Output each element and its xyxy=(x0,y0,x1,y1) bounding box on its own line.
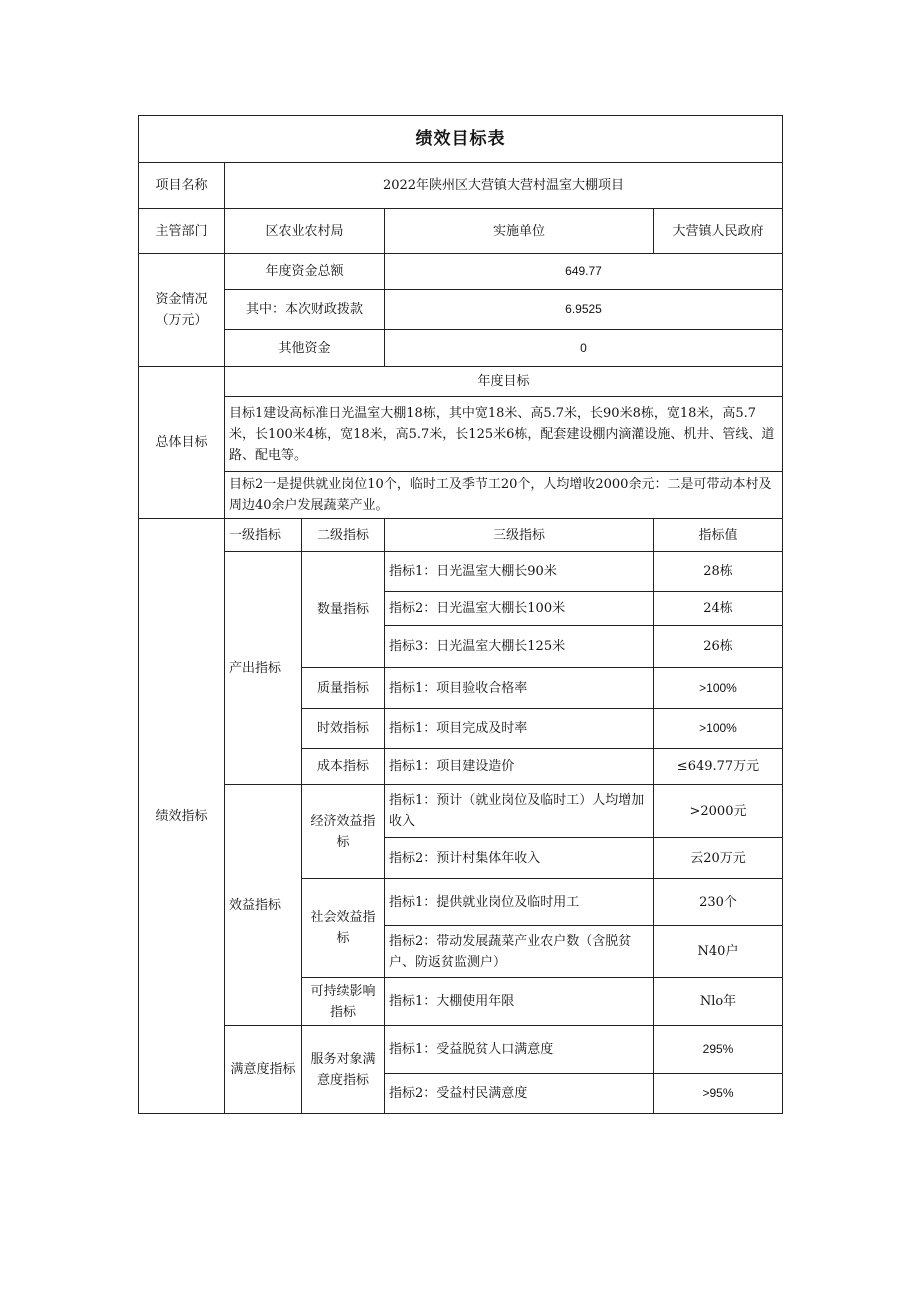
overall-goal-label: 总体目标 xyxy=(139,367,225,519)
satisfaction-value-2: >95% xyxy=(654,1074,783,1114)
quantity-value-1: 28栋 xyxy=(654,552,783,592)
benefit-indicator-label: 效益指标 xyxy=(225,785,302,1026)
header-value: 指标值 xyxy=(654,519,783,552)
quality-indicator-label: 质量指标 xyxy=(302,668,385,709)
funds-fiscal-value: 6.9525 xyxy=(385,290,783,330)
funds-other-value: 0 xyxy=(385,330,783,367)
output-indicator-label: 产出指标 xyxy=(225,552,302,785)
satisfaction-indicator-label: 满意度指标 xyxy=(225,1026,302,1114)
economic-item-1: 指标1：预计（就业岗位及临时工）人均增加收入 xyxy=(385,785,654,838)
timeliness-item: 指标1：项目完成及时率 xyxy=(385,709,654,749)
economic-item-2: 指标2：预计村集体年收入 xyxy=(385,838,654,879)
economic-value-2: 云20万元 xyxy=(654,838,783,879)
social-value-2: N40户 xyxy=(654,926,783,978)
sustain-value: Nlo年 xyxy=(654,978,783,1026)
social-indicator-label: 社会效益指标 xyxy=(302,879,385,978)
timeliness-indicator-label: 时效指标 xyxy=(302,709,385,749)
dept-value: 区农业农村局 xyxy=(225,209,385,254)
table-title: 绩效目标表 xyxy=(139,116,783,163)
dept-label: 主管部门 xyxy=(139,209,225,254)
header-level2: 二级指标 xyxy=(302,519,385,552)
social-item-2: 指标2：带动发展蔬菜产业农户数（含脱贫户、防返贫监测户） xyxy=(385,926,654,978)
sustain-item: 指标1：大棚使用年限 xyxy=(385,978,654,1026)
social-value-1: 230个 xyxy=(654,879,783,926)
cost-indicator-label: 成本指标 xyxy=(302,749,385,785)
satisfaction-value-1: 295% xyxy=(654,1026,783,1074)
header-level3: 三级指标 xyxy=(385,519,654,552)
quantity-item-3: 指标3：日光温室大棚长125米 xyxy=(385,626,654,668)
annual-goal-header: 年度目标 xyxy=(225,367,783,397)
quantity-value-2: 24栋 xyxy=(654,592,783,626)
header-level1: 一级指标 xyxy=(225,519,302,552)
economic-value-1: >2000元 xyxy=(654,785,783,838)
impl-unit-label: 实施单位 xyxy=(385,209,654,254)
impl-unit-value: 大营镇人民政府 xyxy=(654,209,783,254)
sustain-indicator-label: 可持续影响指标 xyxy=(302,978,385,1026)
quantity-value-3: 26栋 xyxy=(654,626,783,668)
goal-2: 目标2一是提供就业岗位10个，临时工及季节工20个，人均增收2000余元：二是可带动本村及周边40余户发展蔬菜产业。 xyxy=(225,472,783,519)
performance-target-sheet xyxy=(138,115,782,1114)
funds-total-label: 年度资金总额 xyxy=(225,254,385,290)
goal-1: 目标1建设高标准日光温室大棚18栋，其中宽18米、高5.7米，长90米8栋，宽18米，高5.7米，长100米4栋，宽18米，高5.7米，长125米6栋，配套建设棚内滴灌设施、机井、管线、道路、配电等。 xyxy=(225,397,783,472)
service-satisfaction-label: 服务对象满意度指标 xyxy=(302,1026,385,1114)
quantity-item-1: 指标1：日光温室大棚长90米 xyxy=(385,552,654,592)
funds-other-label: 其他资金 xyxy=(225,330,385,367)
cost-item: 指标1：项目建设造价 xyxy=(385,749,654,785)
funds-total-value: 649.77 xyxy=(385,254,783,290)
quantity-item-2: 指标2：日光温室大棚长100米 xyxy=(385,592,654,626)
project-name-value: 2022年陕州区大营镇大营村温室大棚项目 xyxy=(225,163,783,209)
satisfaction-item-1: 指标1：受益脱贫人口满意度 xyxy=(385,1026,654,1074)
economic-indicator-label: 经济效益指标 xyxy=(302,785,385,879)
funds-fiscal-label: 其中：本次财政拨款 xyxy=(225,290,385,330)
perf-indicator-label: 绩效指标 xyxy=(139,519,225,1114)
satisfaction-item-2: 指标2：受益村民满意度 xyxy=(385,1074,654,1114)
social-item-1: 指标1：提供就业岗位及临时用工 xyxy=(385,879,654,926)
project-name-label: 项目名称 xyxy=(139,163,225,209)
performance-target-table xyxy=(138,115,783,1114)
quality-value: >100% xyxy=(654,668,783,709)
funds-label: 资金情况（万元） xyxy=(139,254,225,367)
timeliness-value: >100% xyxy=(654,709,783,749)
quantity-indicator-label: 数量指标 xyxy=(302,552,385,668)
cost-value: ≤649.77万元 xyxy=(654,749,783,785)
quality-item: 指标1：项目验收合格率 xyxy=(385,668,654,709)
